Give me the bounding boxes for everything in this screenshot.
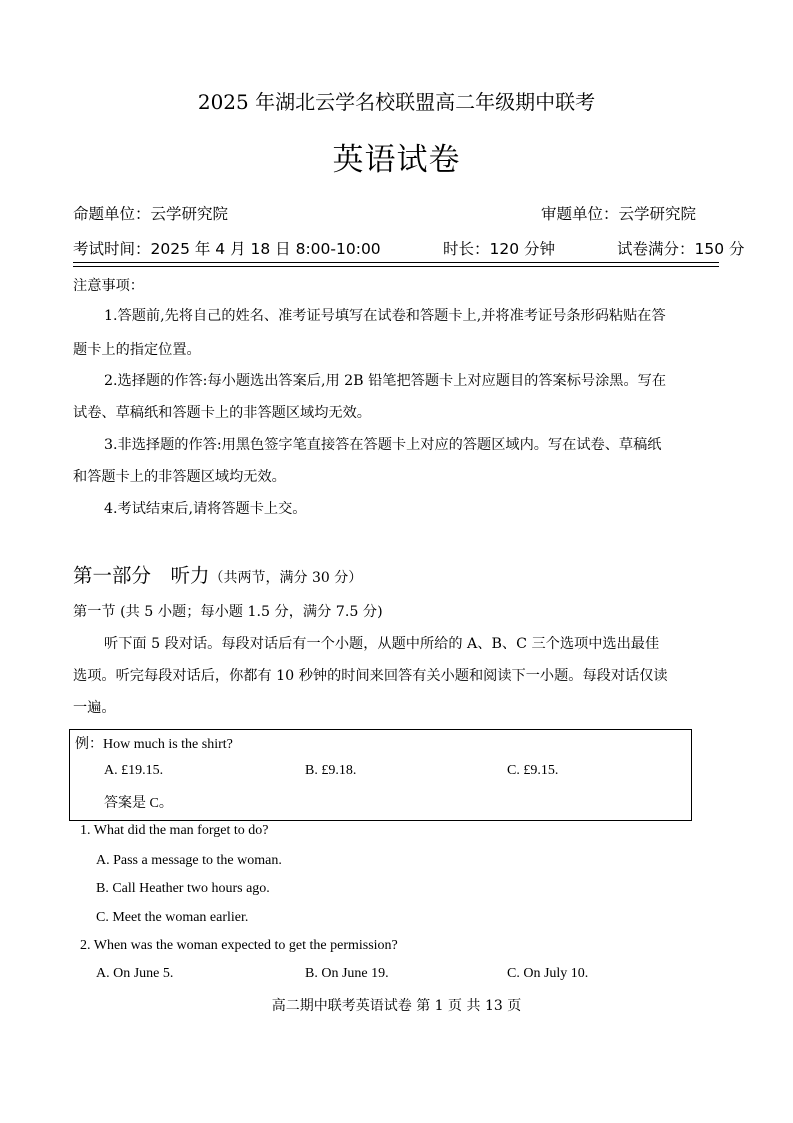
setter-unit: 命题单位：云学研究院 <box>73 205 229 223</box>
note-2-line-2: 试卷、草稿纸和答题卡上的非答题区域均无效。 <box>73 405 371 421</box>
part-one-title: 第一部分 听力 <box>73 564 210 587</box>
reviewer-unit: 审题单位：云学研究院 <box>541 205 697 223</box>
part-one-subtitle: （共两节，满分 30 分） <box>209 570 363 586</box>
exam-duration: 时长：120 分钟 <box>443 240 556 258</box>
question-1-stem: 1. What did the man forget to do? <box>80 823 269 838</box>
note-1-line-2: 题卡上的指定位置。 <box>73 342 201 358</box>
question-2-stem: 2. When was the woman expected to get the permission? <box>80 938 398 953</box>
question-2-option-c: C. On July 10. <box>507 966 589 981</box>
example-option-c: C. £9.15. <box>507 763 559 778</box>
exam-title: 2025 年湖北云学名校联盟高二年级期中联考 <box>197 90 596 114</box>
note-2-line-1: 2.选择题的作答:每小题选出答案后,用 2B 铅笔把答题卡上对应题目的答案标号涂黑。写在 <box>104 373 667 389</box>
example-answer: 答案是 C。 <box>104 796 173 811</box>
example-option-b: B. £9.18. <box>305 763 357 778</box>
instruction-line-1: 听下面 5 段对话。每段对话后有一个小题，从题中所给的 A、B、C 三个选项中选出最佳 <box>104 636 660 652</box>
example-option-a: A. £19.15. <box>104 763 164 778</box>
full-score: 试卷满分：150 分 <box>617 240 745 258</box>
page-footer: 高二期中联考英语试卷 第 1 页 共 13 页 <box>271 998 522 1014</box>
question-1-option-a: A. Pass a message to the woman. <box>96 853 282 868</box>
note-4: 4.考试结束后,请将答题卡上交。 <box>104 501 307 517</box>
notes-heading: 注意事项： <box>73 278 144 294</box>
question-1-option-b: B. Call Heather two hours ago. <box>96 881 270 896</box>
note-1-line-1: 1.答题前,先将自己的姓名、准考证号填写在试卷和答题卡上,并将准考证号条形码粘贴在答 <box>104 308 666 324</box>
section-one-title: 第一节 (共 5 小题；每小题 1.5 分，满分 7.5 分) <box>73 604 383 620</box>
example-question: 例：How much is the shirt? <box>75 737 233 752</box>
exam-time: 考试时间：2025 年 4 月 18 日 8:00-10:00 <box>73 240 381 258</box>
question-2-option-b: B. On June 19. <box>305 966 389 981</box>
question-1-option-c: C. Meet the woman earlier. <box>96 910 249 925</box>
question-2-option-a: A. On June 5. <box>96 966 174 981</box>
instruction-line-3: 一遍。 <box>73 700 116 716</box>
part-one-heading <box>73 560 362 588</box>
instruction-line-2: 选项。听完每段对话后，你都有 10 秒钟的时间来回答有关小题和阅读下一小题。每段对话仅读 <box>73 668 668 684</box>
header-rule-thin <box>73 266 719 267</box>
note-3-line-2: 和答题卡上的非答题区域均无效。 <box>73 469 286 485</box>
subject-title: 英语试卷 <box>332 142 461 178</box>
note-3-line-1: 3.非选择题的作答:用黑色签字笔直接答在答题卡上对应的答题区域内。写在试卷、草稿纸 <box>104 437 662 453</box>
header-rule-thick <box>73 262 719 263</box>
